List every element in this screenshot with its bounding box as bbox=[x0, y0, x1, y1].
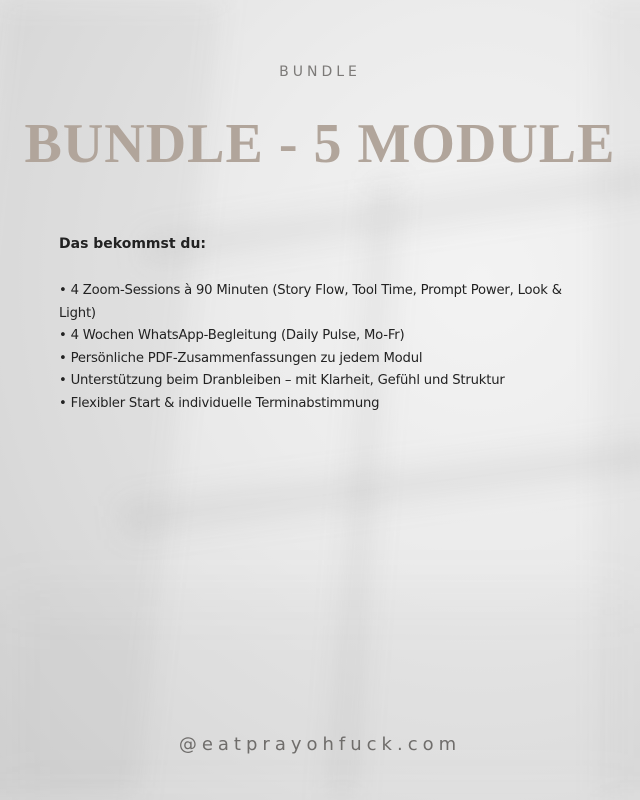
list-item: • Unterstützung beim Dranbleiben – mit Klarheit, Gefühl und Struktur bbox=[59, 373, 505, 388]
section-heading: Das bekommst du: bbox=[59, 236, 207, 252]
feature-list bbox=[59, 280, 589, 415]
list-item: • Flexibler Start & individuelle Terminabstimmung bbox=[59, 395, 380, 411]
list-item: • 4 Wochen WhatsApp-Begleitung (Daily Pulse, Mo-Fr) bbox=[59, 328, 405, 343]
social-handle: @eatprayohfuck.com bbox=[178, 734, 462, 755]
feature-section bbox=[59, 236, 589, 415]
list-item: • 4 Zoom-Sessions à 90 Minuten (Story Flow, Tool Time, Prompt Power, Look & Light) bbox=[59, 283, 562, 321]
page-title: BUNDLE - 5 MODULE bbox=[24, 113, 616, 175]
eyebrow-label: BUNDLE bbox=[279, 64, 361, 80]
list-item: • Persönliche PDF-Zusammenfassungen zu jedem Modul bbox=[59, 350, 423, 366]
